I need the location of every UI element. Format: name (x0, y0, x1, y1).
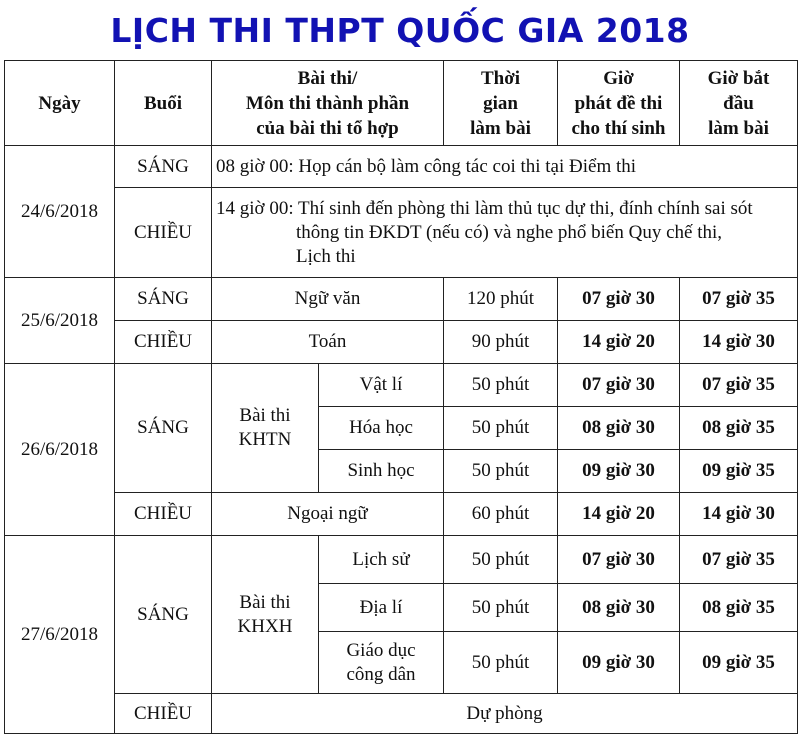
header-bai-thi-line2: Môn thi thành phần (245, 92, 410, 114)
header-gio-phat-line3: cho thí sinh (571, 117, 666, 139)
duration-cell: 50 phút (444, 364, 558, 407)
session-cell: SÁNG (115, 278, 212, 321)
subject-cell: Địa lí (319, 584, 444, 632)
header-thoi-gian (444, 61, 558, 146)
table-row (5, 536, 798, 584)
subject-cell: Vật lí (319, 364, 444, 407)
subject-cell (319, 632, 444, 694)
header-bai-thi-line3: của bài thi tổ hợp (256, 117, 399, 139)
issue-time-cell: 09 giờ 30 (558, 450, 680, 493)
duration-cell: 50 phút (444, 407, 558, 450)
table-row (5, 493, 798, 536)
schedule-note-line2: thông tin ĐKDT (nếu có) và nghe phổ biến Quy chế thi, (296, 221, 723, 243)
duration-cell: 50 phút (444, 450, 558, 493)
subject-cell: Lịch sử (319, 536, 444, 584)
header-ngay: Ngày (5, 61, 115, 146)
header-thoi-gian-line3: làm bài (470, 117, 531, 139)
exam-group-cell (212, 364, 319, 493)
page-title: LỊCH THI THPT QUỐC GIA 2018 (110, 11, 690, 50)
header-gio-bat-dau-line2: đầu (723, 92, 754, 114)
issue-time-cell: 08 giờ 30 (558, 584, 680, 632)
session-cell: CHIỀU (115, 321, 212, 364)
schedule-note: 08 giờ 00: Họp cán bộ làm công tác coi thi tại Điểm thi (212, 146, 798, 188)
session-cell: CHIỀU (115, 493, 212, 536)
subject-line1: Giáo dục (346, 639, 416, 661)
session-cell: SÁNG (115, 364, 212, 493)
schedule-note (212, 188, 798, 278)
exam-group-line2: KHXH (237, 615, 293, 637)
exam-group-cell (212, 536, 319, 694)
start-time-cell: 14 giờ 30 (680, 321, 798, 364)
subject-cell: Hóa học (319, 407, 444, 450)
start-time-cell: 07 giờ 35 (680, 364, 798, 407)
header-buoi: Buổi (115, 61, 212, 146)
date-cell: 27/6/2018 (5, 536, 115, 734)
header-thoi-gian-line1: Thời (480, 67, 521, 89)
exam-schedule-table (4, 60, 798, 734)
header-gio-bat-dau-line1: Giờ bắt (707, 67, 770, 89)
start-time-cell: 08 giờ 35 (680, 407, 798, 450)
table-row (5, 321, 798, 364)
issue-time-cell: 07 giờ 30 (558, 364, 680, 407)
header-gio-bat-dau-line3: làm bài (708, 117, 769, 139)
schedule-note-line1: 14 giờ 00: Thí sinh đến phòng thi làm thủ tục dự thi, đính chính sai sót (216, 197, 753, 219)
exam-group-line2: KHTN (238, 429, 292, 450)
date-cell: 25/6/2018 (5, 278, 115, 364)
subject-cell: Ngoại ngữ (212, 493, 444, 536)
subject-cell: Ngữ văn (212, 278, 444, 321)
duration-cell: 50 phút (444, 584, 558, 632)
table-row (5, 146, 798, 188)
start-time-cell: 07 giờ 35 (680, 278, 798, 321)
issue-time-cell: 07 giờ 30 (558, 536, 680, 584)
header-bai-thi (212, 61, 444, 146)
duration-cell: 120 phút (444, 278, 558, 321)
start-time-cell: 07 giờ 35 (680, 536, 798, 584)
start-time-cell: 14 giờ 30 (680, 493, 798, 536)
issue-time-cell: 14 giờ 20 (558, 321, 680, 364)
start-time-cell: 08 giờ 35 (680, 584, 798, 632)
header-gio-phat-de (558, 61, 680, 146)
schedule-note-line3: Lịch thi (296, 245, 356, 267)
table-row (5, 694, 798, 734)
header-bai-thi-line1: Bài thi/ (297, 67, 358, 89)
duration-cell: 60 phút (444, 493, 558, 536)
subject-cell: Sinh học (319, 450, 444, 493)
header-thoi-gian-line2: gian (483, 92, 518, 114)
header-gio-phat-line1: Giờ (603, 67, 634, 89)
subject-cell: Toán (212, 321, 444, 364)
issue-time-cell: 07 giờ 30 (558, 278, 680, 321)
duration-cell: 50 phút (444, 632, 558, 694)
header-row (5, 61, 798, 146)
session-cell: CHIỀU (115, 188, 212, 278)
header-gio-bat-dau (680, 61, 798, 146)
exam-group-line1: Bài thi (239, 405, 291, 426)
table-row (5, 188, 798, 278)
duration-cell: 50 phút (444, 536, 558, 584)
header-gio-phat-line2: phát đề thi (574, 92, 663, 114)
schedule-note: Dự phòng (212, 694, 798, 734)
start-time-cell: 09 giờ 35 (680, 450, 798, 493)
date-cell: 24/6/2018 (5, 146, 115, 278)
subject-line2: công dân (346, 663, 416, 685)
issue-time-cell: 14 giờ 20 (558, 493, 680, 536)
table-row (5, 364, 798, 407)
date-cell: 26/6/2018 (5, 364, 115, 536)
issue-time-cell: 09 giờ 30 (558, 632, 680, 694)
duration-cell: 90 phút (444, 321, 558, 364)
exam-group-line1: Bài thi (239, 591, 291, 613)
start-time-cell: 09 giờ 35 (680, 632, 798, 694)
issue-time-cell: 08 giờ 30 (558, 407, 680, 450)
table-row (5, 278, 798, 321)
session-cell: SÁNG (115, 536, 212, 694)
session-cell: SÁNG (115, 146, 212, 188)
session-cell: CHIỀU (115, 694, 212, 734)
